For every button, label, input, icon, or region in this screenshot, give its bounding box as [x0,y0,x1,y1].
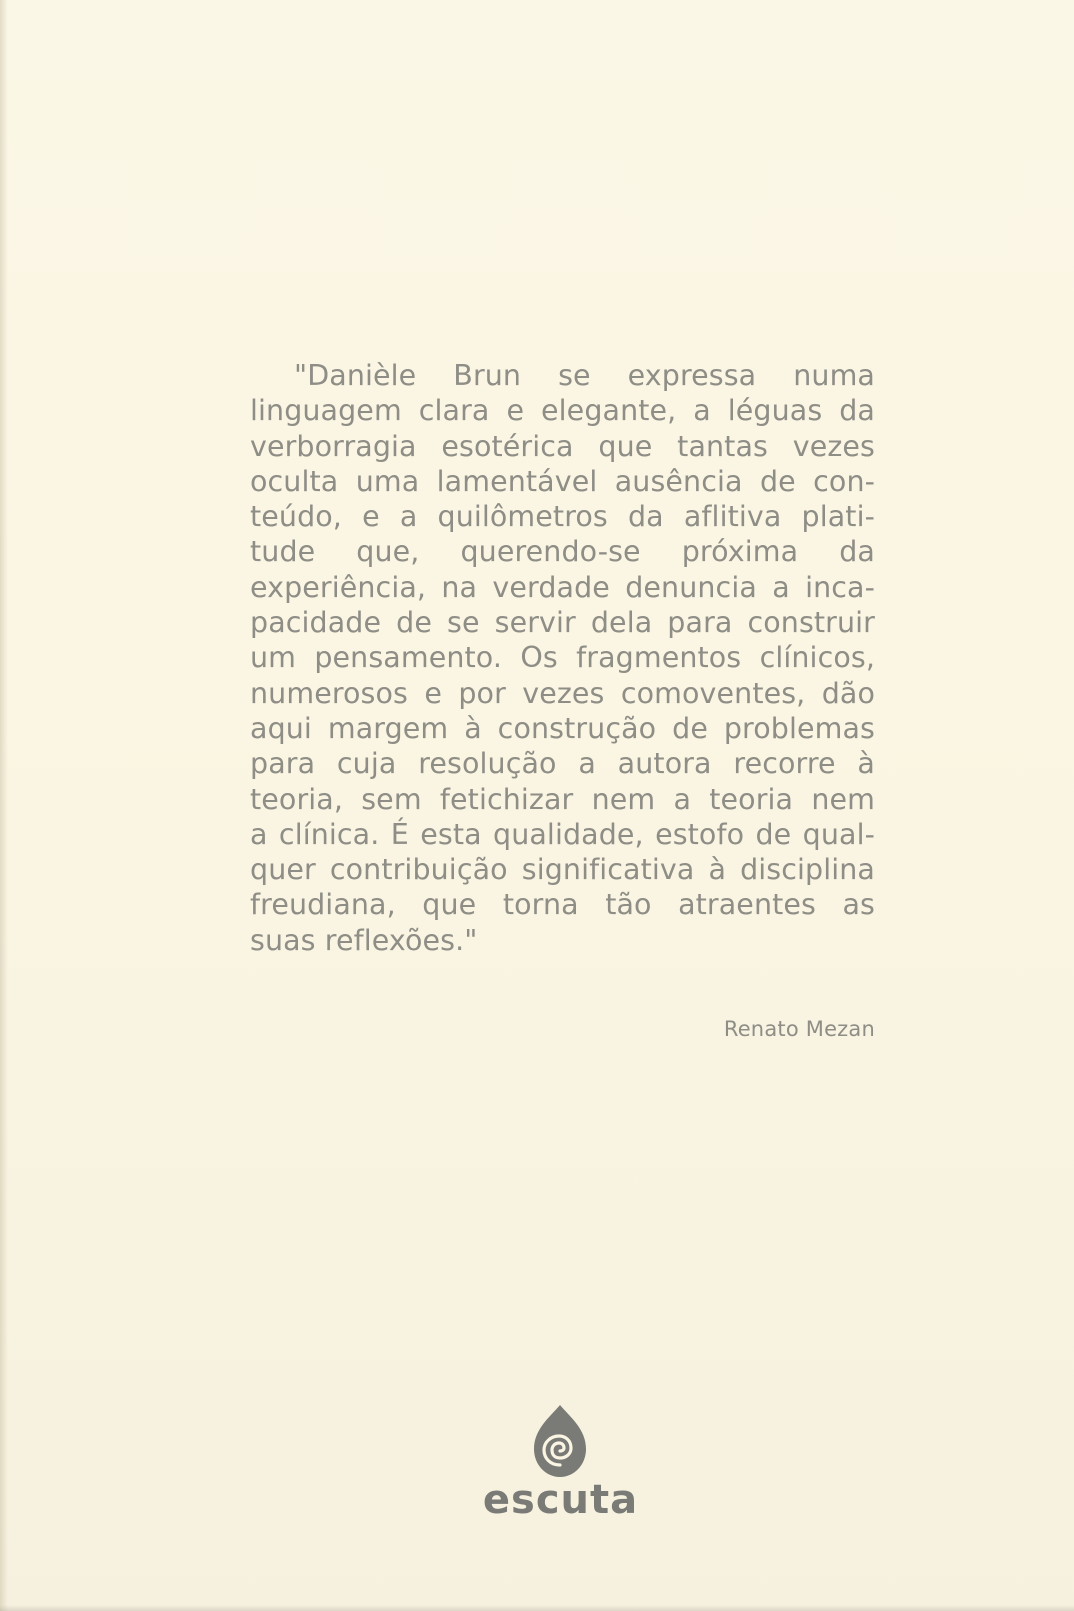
quote-line: verborragia esotérica que tantas vezes [250,429,875,463]
page-bottom-edge [0,1605,1074,1611]
quote-line: numerosos e por vezes comoventes, dão [250,676,875,710]
quote-line: teúdo, e a quilômetros da aflitiva plati- [250,500,875,534]
quote-line: "Danièle Brun se expressa numa [294,359,875,392]
publisher-logo [478,1403,643,1523]
quote-line: aqui margem à construção de problemas [250,711,875,745]
quote-line: quer contribuição significativa à disciplina [250,853,875,887]
quote-line: pacidade de se servir dela para construir [250,606,875,640]
quote-line: tude que, querendo-se próxima da [250,535,875,569]
quote-line: um pensamento. Os fragmentos clínicos, [250,641,875,675]
quote-author: Renato Mezan [723,1017,875,1041]
quote-line: a clínica. É esta qualidade, estofo de qual- [250,817,875,851]
quote-line: experiência, na verdade denuncia a inca- [250,570,875,604]
page-left-edge [0,0,8,1611]
quote-line: oculta uma lamentável ausência de con- [250,464,875,498]
blurb-quote [250,358,875,958]
quote-line: teoria, sem fetichizar nem a teoria nem [250,782,875,816]
publisher-name: escuta [482,1477,639,1523]
quote-line: suas reflexões." [250,923,478,957]
quote-line: freudiana, que torna tão atraentes as [250,888,875,922]
quote-line: para cuja resolução a autora recorre à [250,747,875,781]
quote-line: linguagem clara e elegante, a léguas da [250,394,875,428]
spiral-shell-icon [528,1403,592,1479]
